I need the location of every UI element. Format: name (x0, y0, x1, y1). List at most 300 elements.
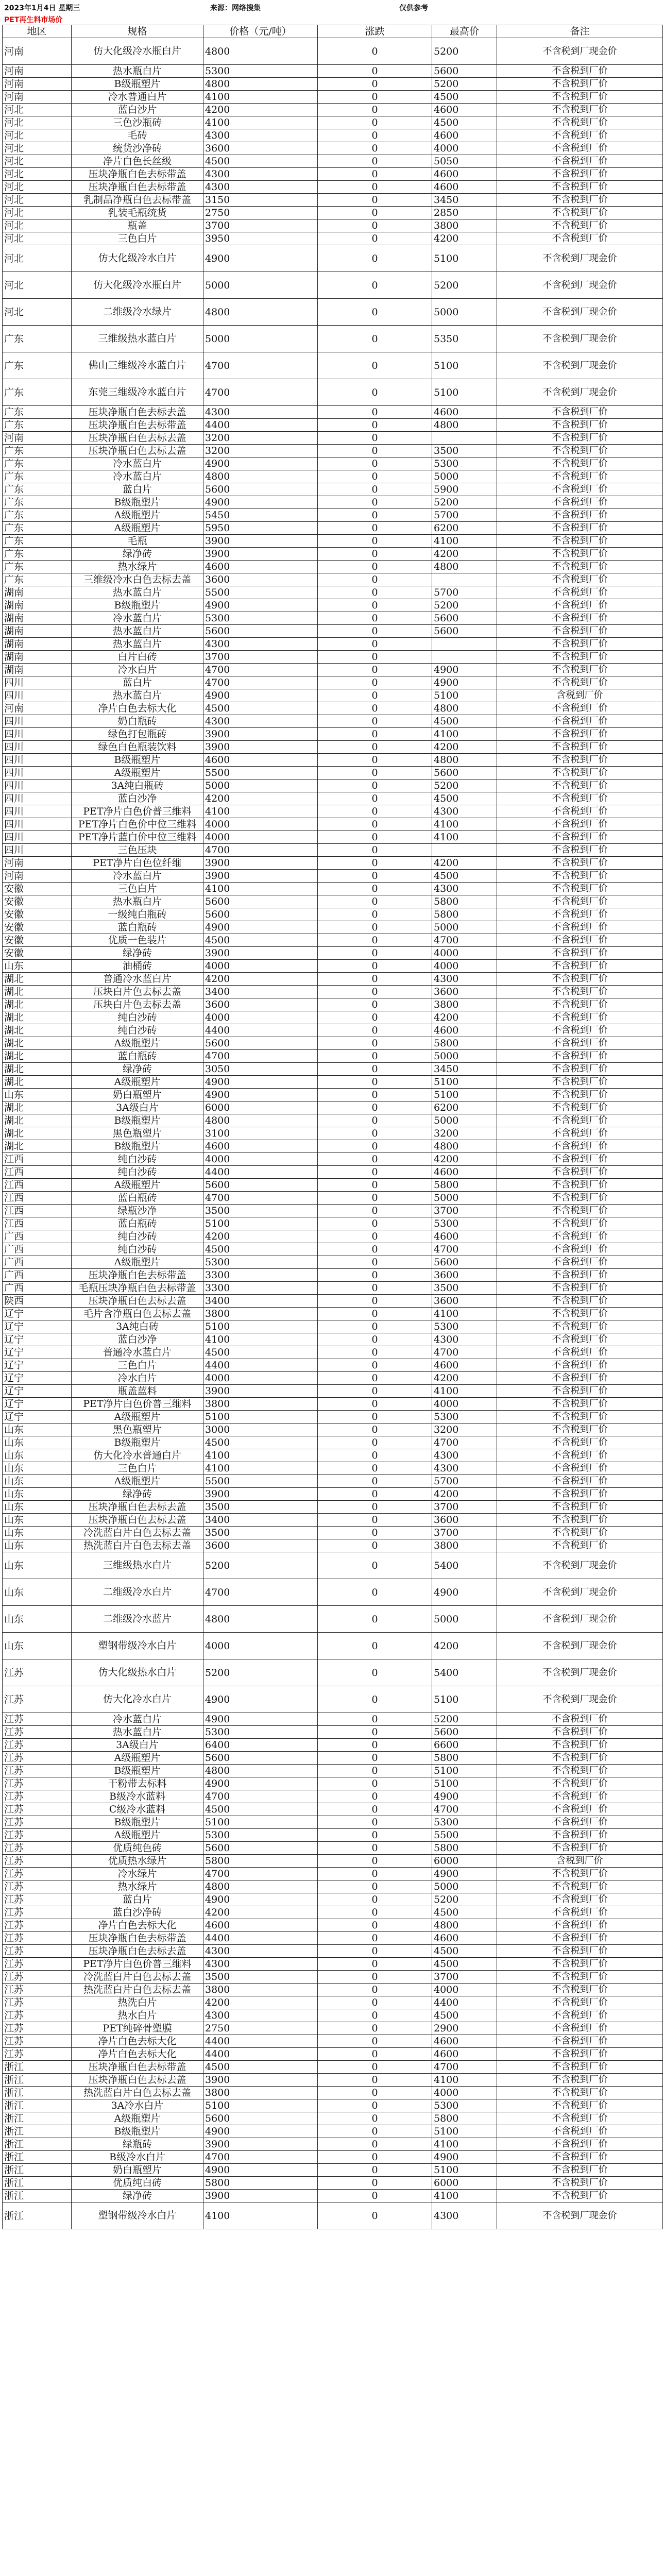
cell-change: 0 (318, 65, 432, 78)
cell-price: 2750 (203, 2022, 318, 2035)
cell-price: 4600 (203, 1919, 318, 1932)
cell-change: 0 (318, 960, 432, 973)
cell-region: 广东 (3, 496, 72, 509)
cell-price: 4400 (203, 1024, 318, 1037)
cell-remark: 不含税到厂价 (497, 1932, 663, 1945)
cell-change: 0 (318, 1449, 432, 1462)
cell-change: 0 (318, 1739, 432, 1752)
cell-spec: B级瓶塑片 (72, 1816, 203, 1829)
table-row (3, 1713, 663, 1726)
cell-change: 0 (318, 1713, 432, 1726)
cell-change: 0 (318, 2009, 432, 2022)
cell-price: 4900 (203, 2125, 318, 2138)
cell-price: 3500 (203, 1205, 318, 1217)
cell-change: 0 (318, 91, 432, 104)
cell-price: 3800 (203, 2087, 318, 2099)
cell-high: 5100 (432, 689, 497, 702)
cell-spec: 热水蓝白片 (72, 638, 203, 651)
cell-price: 3400 (203, 986, 318, 998)
cell-price: 4100 (203, 1462, 318, 1475)
cell-remark: 不含税到厂价 (497, 844, 663, 857)
cell-remark: 不含税到厂价 (497, 908, 663, 921)
cell-high: 4300 (432, 973, 497, 986)
cell-spec: 黑色瓶塑片 (72, 1423, 203, 1436)
cell-price: 3700 (203, 651, 318, 664)
cell-remark: 不含税到厂价 (497, 1790, 663, 1803)
cell-remark: 不含税到厂价 (497, 142, 663, 155)
cell-spec: PET净片白色位纤维 (72, 857, 203, 870)
cell-price: 5000 (203, 326, 318, 352)
table-row (3, 1527, 663, 1539)
cell-price: 4900 (203, 921, 318, 934)
cell-change: 0 (318, 1423, 432, 1436)
cell-price: 4400 (203, 419, 318, 432)
table-row (3, 245, 663, 272)
cell-region: 江苏 (3, 1919, 72, 1932)
cell-spec: 压块白片色去标去盖 (72, 998, 203, 1011)
cell-remark: 不含税到厂价 (497, 741, 663, 754)
table-row (3, 1308, 663, 1320)
cell-change: 0 (318, 792, 432, 805)
table-row (3, 934, 663, 947)
cell-high: 3700 (432, 1501, 497, 1514)
cell-remark: 不含税到厂价 (497, 548, 663, 561)
cell-spec: A级瓶塑片 (72, 767, 203, 779)
cell-region: 河北 (3, 207, 72, 219)
cell-high: 5200 (432, 599, 497, 612)
cell-spec: C级冷水蓝料 (72, 1803, 203, 1816)
price-table (2, 25, 663, 2229)
cell-change: 0 (318, 1217, 432, 1230)
cell-remark: 不含税到厂价 (497, 535, 663, 548)
cell-remark: 不含税到厂价 (497, 1488, 663, 1501)
table-row (3, 1765, 663, 1777)
cell-high: 6600 (432, 1739, 497, 1752)
table-row (3, 352, 663, 379)
cell-price: 4500 (203, 702, 318, 715)
table-row (3, 1984, 663, 1996)
cell-region: 山东 (3, 1436, 72, 1449)
cell-spec: 热洗白片 (72, 1996, 203, 2009)
cell-change: 0 (318, 406, 432, 419)
cell-high: 5000 (432, 1192, 497, 1205)
cell-region: 湖南 (3, 651, 72, 664)
cell-remark: 不含税到厂价 (497, 1984, 663, 1996)
cell-price: 4100 (203, 805, 318, 818)
cell-region: 江苏 (3, 1765, 72, 1777)
cell-change: 0 (318, 1958, 432, 1971)
cell-remark: 不含税到厂价 (497, 728, 663, 741)
cell-high: 4300 (432, 1449, 497, 1462)
cell-change: 0 (318, 2074, 432, 2087)
cell-spec: 毛瓶压块净瓶白色去标带盖 (72, 1282, 203, 1295)
cell-region: 江苏 (3, 1726, 72, 1739)
cell-spec: 蓝白沙净 (72, 792, 203, 805)
cell-price: 3900 (203, 870, 318, 883)
table-row (3, 870, 663, 883)
cell-region: 广东 (3, 548, 72, 561)
cell-price: 4900 (203, 1893, 318, 1906)
cell-high: 4100 (432, 818, 497, 831)
cell-remark: 不含税到厂价 (497, 998, 663, 1011)
cell-high: 4200 (432, 741, 497, 754)
cell-high: 5400 (432, 1552, 497, 1579)
cell-high: 5200 (432, 496, 497, 509)
cell-change: 0 (318, 1320, 432, 1333)
header-note: 仅供参考 (399, 4, 428, 12)
table-row (3, 1179, 663, 1192)
cell-price: 4700 (203, 664, 318, 676)
cell-region: 广东 (3, 561, 72, 573)
cell-remark: 不含税到厂现金价 (497, 1659, 663, 1686)
cell-change: 0 (318, 1153, 432, 1166)
cell-remark: 不含税到厂价 (497, 779, 663, 792)
cell-spec: A级瓶塑片 (72, 1179, 203, 1192)
cell-region: 辽宁 (3, 1333, 72, 1346)
cell-spec: 绿净砖 (72, 548, 203, 561)
cell-region: 山东 (3, 1552, 72, 1579)
cell-region: 辽宁 (3, 1398, 72, 1411)
table-row (3, 2138, 663, 2151)
cell-price: 3400 (203, 1514, 318, 1527)
cell-high: 4100 (432, 2138, 497, 2151)
cell-region: 湖北 (3, 1114, 72, 1127)
cell-spec: 冷水普通白片 (72, 91, 203, 104)
table-row (3, 805, 663, 818)
cell-region: 江苏 (3, 1984, 72, 1996)
cell-region: 广西 (3, 1256, 72, 1269)
cell-high: 4900 (432, 1579, 497, 1606)
cell-spec: 热水蓝白片 (72, 1726, 203, 1739)
cell-price: 4400 (203, 1932, 318, 1945)
cell-high: 4600 (432, 2048, 497, 2061)
cell-region: 浙江 (3, 2112, 72, 2125)
cell-spec: 仿大化冷水白片 (72, 1686, 203, 1713)
cell-remark: 不含税到厂价 (497, 586, 663, 599)
table-row (3, 689, 663, 702)
cell-change: 0 (318, 1514, 432, 1527)
cell-region: 广东 (3, 445, 72, 457)
cell-high: 4500 (432, 1958, 497, 1971)
cell-price: 3600 (203, 1539, 318, 1552)
cell-change: 0 (318, 207, 432, 219)
cell-price: 5100 (203, 1411, 318, 1423)
cell-high: 4200 (432, 1488, 497, 1501)
cell-change: 0 (318, 612, 432, 625)
cell-region: 江苏 (3, 1971, 72, 1984)
cell-price: 3800 (203, 1984, 318, 1996)
cell-price: 4100 (203, 2202, 318, 2229)
cell-remark: 不含税到厂价 (497, 1752, 663, 1765)
table-row (3, 168, 663, 181)
cell-change: 0 (318, 522, 432, 535)
table-row (3, 2022, 663, 2035)
table-row (3, 792, 663, 805)
cell-price: 3800 (203, 1308, 318, 1320)
cell-spec: 冷水蓝白片 (72, 612, 203, 625)
cell-region: 四川 (3, 818, 72, 831)
cell-change: 0 (318, 908, 432, 921)
cell-region: 河北 (3, 116, 72, 129)
cell-region: 山东 (3, 1633, 72, 1659)
cell-region: 四川 (3, 844, 72, 857)
cell-region: 广东 (3, 326, 72, 352)
cell-remark: 不含税到厂价 (497, 1880, 663, 1893)
cell-remark: 不含税到厂价 (497, 1739, 663, 1752)
cell-high: 3500 (432, 1282, 497, 1295)
cell-high: 4600 (432, 129, 497, 142)
cell-high: 4200 (432, 232, 497, 245)
cell-change: 0 (318, 561, 432, 573)
table-row (3, 1063, 663, 1076)
cell-remark: 不含税到厂现金价 (497, 352, 663, 379)
cell-price: 3900 (203, 2074, 318, 2087)
cell-region: 四川 (3, 676, 72, 689)
cell-high: 4000 (432, 960, 497, 973)
cell-remark: 不含税到厂价 (497, 2190, 663, 2202)
cell-region: 河北 (3, 129, 72, 142)
cell-region: 浙江 (3, 2151, 72, 2164)
cell-remark: 不含税到厂价 (497, 1269, 663, 1282)
cell-remark: 不含税到厂价 (497, 1372, 663, 1385)
cell-region: 山东 (3, 1475, 72, 1488)
cell-high: 5100 (432, 1777, 497, 1790)
cell-high: 4700 (432, 2061, 497, 2074)
cell-region: 四川 (3, 715, 72, 728)
cell-high: 4900 (432, 1868, 497, 1880)
cell-high: 4000 (432, 1984, 497, 1996)
cell-remark: 不含税到厂价 (497, 470, 663, 483)
table-row (3, 2061, 663, 2074)
cell-region: 江苏 (3, 2035, 72, 2048)
cell-region: 山东 (3, 1606, 72, 1633)
cell-spec: 瓶盖蓝料 (72, 1385, 203, 1398)
cell-price: 5300 (203, 1256, 318, 1269)
cell-price: 3150 (203, 194, 318, 207)
cell-spec: 二维级冷水白片 (72, 1579, 203, 1606)
table-row (3, 2125, 663, 2138)
col-header-high: 最高价 (432, 25, 497, 38)
cell-region: 江苏 (3, 1686, 72, 1713)
cell-high: 5100 (432, 245, 497, 272)
cell-spec: A级瓶塑片 (72, 509, 203, 522)
cell-region: 辽宁 (3, 1411, 72, 1423)
cell-spec: PET净片白色价普三维料 (72, 1958, 203, 1971)
cell-change: 0 (318, 986, 432, 998)
cell-remark: 不含税到厂价 (497, 1514, 663, 1527)
table-row (3, 947, 663, 960)
table-body (3, 38, 663, 2229)
cell-high: 4800 (432, 754, 497, 767)
cell-price: 4300 (203, 168, 318, 181)
table-row (3, 702, 663, 715)
cell-spec: 三色白片 (72, 232, 203, 245)
table-row (3, 1333, 663, 1346)
cell-spec: 三色白片 (72, 1359, 203, 1372)
cell-remark: 不含税到厂价 (497, 676, 663, 689)
cell-remark: 不含税到厂价 (497, 1050, 663, 1063)
table-row (3, 741, 663, 754)
header-source: 来源：网络搜集 (210, 4, 261, 12)
cell-price: 4600 (203, 561, 318, 573)
cell-region: 河南 (3, 857, 72, 870)
cell-price: 5100 (203, 1217, 318, 1230)
table-row (3, 1514, 663, 1527)
cell-remark: 不含税到厂价 (497, 1024, 663, 1037)
cell-price: 4100 (203, 116, 318, 129)
cell-spec: 热水白片 (72, 2009, 203, 2022)
cell-spec: 净片白色去标大化 (72, 1919, 203, 1932)
cell-remark: 不含税到厂价 (497, 116, 663, 129)
cell-change: 0 (318, 1333, 432, 1346)
cell-price: 5450 (203, 509, 318, 522)
cell-remark: 不含税到厂现金价 (497, 2202, 663, 2229)
cell-spec: PET净片白色价普三维料 (72, 1398, 203, 1411)
cell-high: 3700 (432, 1971, 497, 1984)
cell-change: 0 (318, 895, 432, 908)
cell-high: 4100 (432, 2190, 497, 2202)
cell-high: 5050 (432, 155, 497, 168)
cell-price: 4600 (203, 754, 318, 767)
cell-region: 湖北 (3, 1140, 72, 1153)
cell-change: 0 (318, 2061, 432, 2074)
cell-spec: 三维级热水白片 (72, 1552, 203, 1579)
cell-price: 4400 (203, 1166, 318, 1179)
cell-region: 山东 (3, 1449, 72, 1462)
cell-change: 0 (318, 245, 432, 272)
cell-change: 0 (318, 535, 432, 548)
cell-price: 4700 (203, 1050, 318, 1063)
cell-price: 3400 (203, 1295, 318, 1308)
table-row (3, 638, 663, 651)
cell-price: 3900 (203, 947, 318, 960)
cell-remark: 不含税到厂价 (497, 155, 663, 168)
cell-remark: 不含税到厂价 (497, 702, 663, 715)
cell-spec: 3A纯白瓶砖 (72, 779, 203, 792)
table-row (3, 1606, 663, 1633)
cell-change: 0 (318, 1893, 432, 1906)
table-row (3, 522, 663, 535)
cell-price: 3100 (203, 1127, 318, 1140)
cell-region: 河南 (3, 870, 72, 883)
cell-region: 湖北 (3, 1050, 72, 1063)
cell-region: 江苏 (3, 1842, 72, 1855)
cell-high: 4100 (432, 535, 497, 548)
table-row (3, 1945, 663, 1958)
cell-price: 5600 (203, 1037, 318, 1050)
cell-remark: 不含税到厂价 (497, 78, 663, 91)
cell-high: 4500 (432, 870, 497, 883)
cell-region: 安徽 (3, 921, 72, 934)
cell-spec: 普通冷水蓝白片 (72, 973, 203, 986)
cell-spec: A级瓶塑片 (72, 1037, 203, 1050)
cell-high: 3700 (432, 1205, 497, 1217)
cell-spec: 压块净瓶白色去标带盖 (72, 181, 203, 194)
cell-change: 0 (318, 2202, 432, 2229)
cell-remark: 不含税到厂价 (497, 638, 663, 651)
cell-remark: 不含税到厂现金价 (497, 245, 663, 272)
cell-price: 4800 (203, 1114, 318, 1127)
cell-region: 湖北 (3, 986, 72, 998)
table-row (3, 181, 663, 194)
cell-region: 湖北 (3, 1101, 72, 1114)
cell-spec: A级瓶塑片 (72, 1475, 203, 1488)
cell-high: 3600 (432, 1269, 497, 1282)
cell-price: 3500 (203, 1971, 318, 1984)
cell-spec: 热水瓶白片 (72, 65, 203, 78)
cell-spec: 二维级冷水绿片 (72, 299, 203, 326)
cell-spec: 三色白片 (72, 1462, 203, 1475)
cell-high (432, 432, 497, 445)
cell-remark: 不含税到厂价 (497, 1230, 663, 1243)
cell-remark: 不含税到厂价 (497, 483, 663, 496)
cell-change: 0 (318, 1024, 432, 1037)
cell-remark: 不含税到厂价 (497, 934, 663, 947)
table-row (3, 1579, 663, 1606)
cell-remark: 不含税到厂价 (497, 1076, 663, 1089)
cell-region: 江西 (3, 1192, 72, 1205)
cell-high: 4800 (432, 1140, 497, 1153)
cell-change: 0 (318, 1359, 432, 1372)
cell-high: 4600 (432, 2035, 497, 2048)
cell-spec: 优质纯白砖 (72, 2177, 203, 2190)
cell-price: 3800 (203, 1398, 318, 1411)
cell-spec: 热水绿片 (72, 561, 203, 573)
cell-spec: 压块净瓶白色去标带盖 (72, 2061, 203, 2074)
cell-spec: PET净片白色价中位三维料 (72, 818, 203, 831)
table-row (3, 1153, 663, 1166)
cell-remark: 不含税到厂价 (497, 1945, 663, 1958)
cell-remark: 不含税到厂价 (497, 1256, 663, 1269)
table-row (3, 651, 663, 664)
table-row (3, 457, 663, 470)
cell-remark: 不含税到厂现金价 (497, 299, 663, 326)
cell-remark: 不含税到厂价 (497, 1359, 663, 1372)
cell-remark: 不含税到厂价 (497, 194, 663, 207)
cell-price: 5600 (203, 908, 318, 921)
cell-price: 4900 (203, 689, 318, 702)
cell-region: 江苏 (3, 1790, 72, 1803)
table-row (3, 844, 663, 857)
cell-price: 3900 (203, 728, 318, 741)
cell-high: 3600 (432, 1514, 497, 1527)
cell-region: 浙江 (3, 2190, 72, 2202)
cell-region: 浙江 (3, 2177, 72, 2190)
cell-change: 0 (318, 1436, 432, 1449)
cell-region: 江苏 (3, 2022, 72, 2035)
cell-high: 3700 (432, 1527, 497, 1539)
cell-change: 0 (318, 1205, 432, 1217)
cell-region: 陕西 (3, 1295, 72, 1308)
cell-spec: 3A冷水白片 (72, 2099, 203, 2112)
cell-change: 0 (318, 1803, 432, 1816)
cell-change: 0 (318, 1842, 432, 1855)
cell-price: 4700 (203, 1790, 318, 1803)
cell-spec: 压块净瓶白色去标带盖 (72, 168, 203, 181)
cell-region: 广东 (3, 352, 72, 379)
cell-region: 江苏 (3, 1958, 72, 1971)
cell-high: 4500 (432, 1945, 497, 1958)
cell-high: 4600 (432, 168, 497, 181)
table-row (3, 1114, 663, 1127)
cell-change: 0 (318, 38, 432, 65)
cell-change: 0 (318, 379, 432, 406)
cell-price: 4700 (203, 676, 318, 689)
cell-change: 0 (318, 715, 432, 728)
cell-price: 4100 (203, 1333, 318, 1346)
cell-region: 江苏 (3, 1829, 72, 1842)
cell-remark: 不含税到厂价 (497, 715, 663, 728)
